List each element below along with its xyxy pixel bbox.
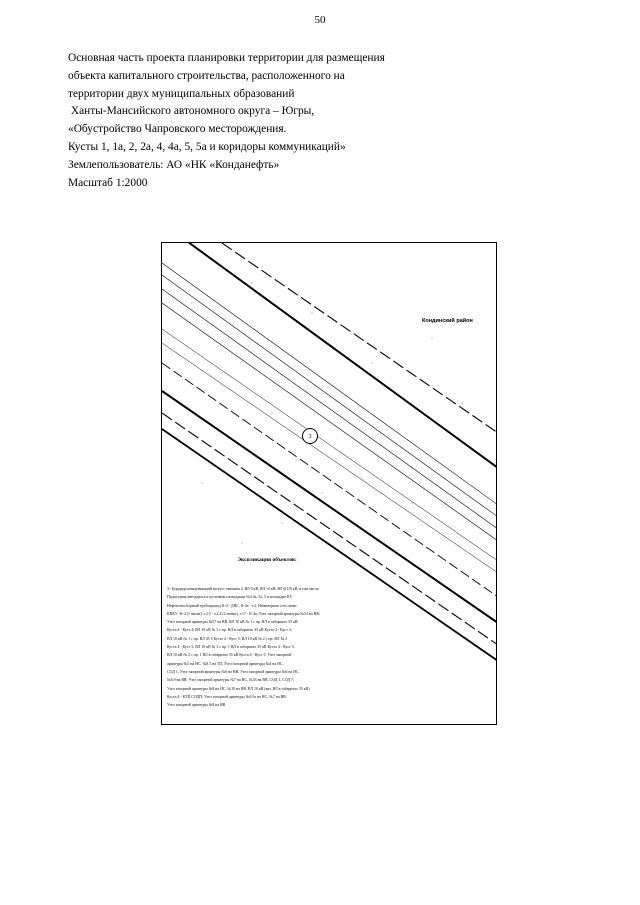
- legend-line: СОД 1, Узел запорной арматуры №6 на НВ, Узел запорной арматуры №6 на НС,: [167, 669, 300, 674]
- red-line-upper: [162, 243, 497, 468]
- communication-line: [162, 329, 497, 561]
- dashed-boundary-upper: [222, 243, 497, 433]
- legend-line: ВЛ 10 кВ № 2 с пр. 1 ВЛ в габаритах 35 кВ Куста 4 - Куст 5; Узел запорной: [167, 653, 292, 658]
- communication-line: [162, 275, 497, 517]
- header-line: объекта капитального строительства, расположенного на: [68, 69, 345, 82]
- legend-line: КПКУ -К-4 (1 нитка), т.2.5 - т.2.4 (2 нитки), т.17 - К-4а; Узел запорной арматуры №54 на ВВ;: [167, 611, 321, 616]
- legend-line: Куста 4 - Куст 5; ВЛ 10 кВ № 3 с пр. 1 ВЛ в габаритах 35 кВ Куста 4 - Куст 5;: [167, 645, 295, 650]
- legend-title: Экспликация объектов:: [237, 557, 297, 563]
- header-line: Кусты 1, 1а, 2, 2а, 4, 4а, 5, 5а и коридоры коммуникаций»: [68, 140, 346, 153]
- planning-map: [161, 242, 497, 725]
- legend-line: Куста 4 - КТП СОДП; Узел запорной арматуры №6.9а на НС, №7 на ВВ;: [167, 694, 287, 699]
- document-header: [68, 50, 588, 192]
- communication-line: [162, 343, 497, 573]
- legend-line: Узел запорной арматуры №57 на ВВ, ВЛ 10 кВ № 1 с пр. ВЛ в габаритах 35 кВ,: [167, 620, 299, 625]
- communication-line: [162, 263, 497, 505]
- legend-line: №6.9 на ВВ; Узел запорной арматуры №7 на НС, №33 на ВВ, СОД 1, СОД 7;: [167, 678, 295, 683]
- legend-line: Нефтегазосборный трубопровод К-4 - ДНС, К-4а - т.2. Инженерная сеть связи: [167, 603, 297, 608]
- header-line: Основная часть проекта планировки территории для размещения: [68, 52, 385, 64]
- legend-line: ВЛ 10 кВ № 1 с пр. ВЛ 35 1 Куста 4 - Куст 5; ВЛ 10 кВ № 2 с пр. ВЛ № 2: [167, 636, 288, 641]
- legend-line: Узел запорной арматуры №8 на ВВ: [167, 703, 226, 708]
- page-number: 50: [314, 14, 326, 26]
- legend-line: Узел запорной арматуры №8 на НС, №10 на ВВ, ВЛ 10 кВ (ваз. ВЛ в габаритах 35 кВ): [167, 686, 310, 691]
- legend-line: арматуры №5 на НС, №8.5 на ТП, Узел запорной арматуры №4 на НС,: [167, 661, 284, 666]
- legend-line: Подъездная автодорога к кустовым площадкам №4 4а, 5а, 5 и площадке КУ.: [167, 595, 293, 600]
- legend-line: 3 - Коридор коммуникаций на куст скважин 4, ВЛ 6 кВ, ВЛ 10 кВ, ВЛ 6(10) кВ, в том числе:: [167, 587, 320, 591]
- district-label: Кондинский район: [422, 318, 473, 324]
- header-line: «Обустройство Чапровского месторождения.: [68, 123, 287, 136]
- header-line: территории двух муниципальных образований: [68, 87, 295, 100]
- legend-line: Куста 4 - Куст 4; ВЛ 10 кВ № 3 с пр. ВЛ в габаритах 35 кВ Куста 4 - Куст 4;: [167, 628, 292, 633]
- header-line: Масштаб 1:2000: [68, 176, 148, 189]
- object-marker: 3: [302, 428, 318, 444]
- legend-items: [167, 585, 487, 709]
- communication-line: [162, 289, 497, 529]
- communication-line: [162, 303, 497, 541]
- header-line: Ханты-Мансийского автономного округа – Югры,: [68, 105, 315, 118]
- header-line: Землепользователь: АО «НК «Конданефть»: [68, 158, 280, 171]
